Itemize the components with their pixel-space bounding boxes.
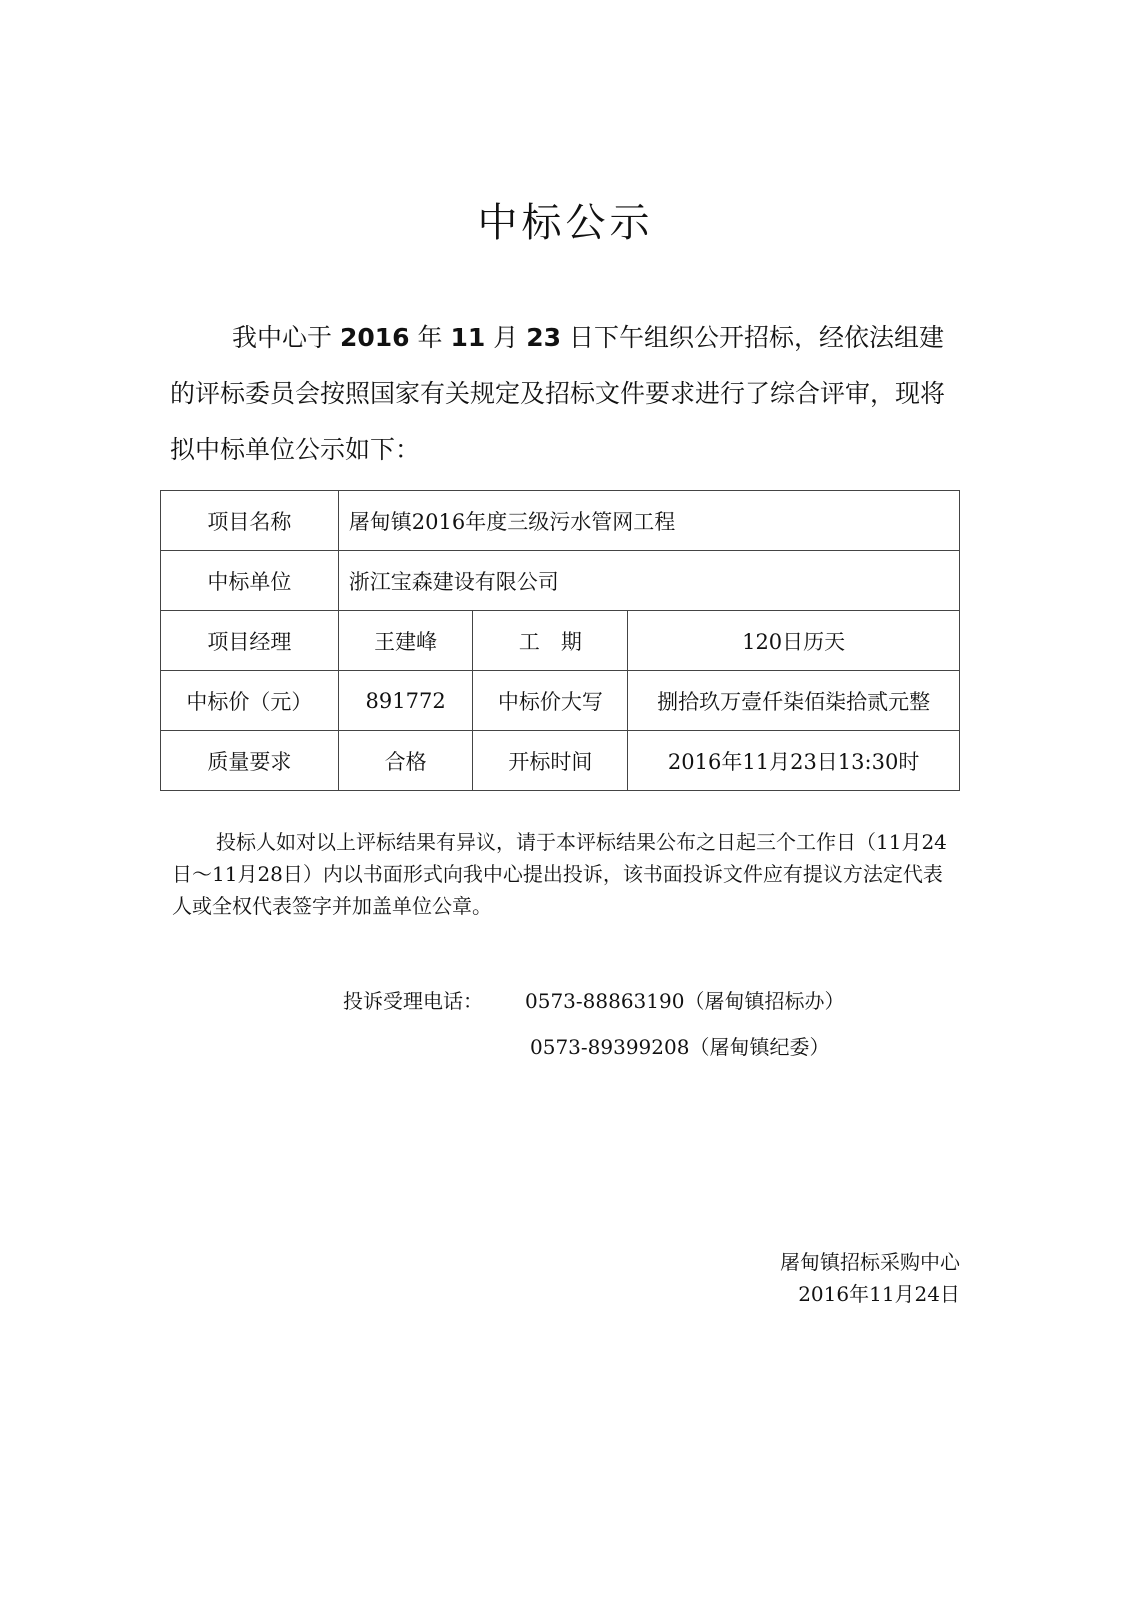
complaint-phone-2: 0573-89399208（屠甸镇纪委） xyxy=(530,1035,830,1059)
intro-text-1: 我中心于 xyxy=(232,323,333,352)
signature-organization: 屠甸镇招标采购中心 xyxy=(780,1250,960,1274)
page-title: 中标公示 xyxy=(477,200,654,246)
table-row xyxy=(161,491,960,551)
intro-year: 2016 xyxy=(339,323,410,352)
table-row xyxy=(161,671,960,731)
intro-text-4: 日下午组织公开招标，经依法组建的评标委员会按照国家有关规定及招标文件要求进行了综合评审，现将拟中标单位公示如下： xyxy=(170,323,946,464)
duration-value: 120日历天 xyxy=(628,611,960,671)
manager-label: 项目经理 xyxy=(161,611,339,671)
price-upper-label: 中标价大写 xyxy=(473,671,628,731)
intro-text-2: 年 xyxy=(417,323,443,352)
project-name-label: 项目名称 xyxy=(161,491,339,551)
table-row xyxy=(161,731,960,791)
price-upper-value: 捌拾玖万壹仟柒佰柒拾贰元整 xyxy=(628,671,960,731)
project-name-value: 屠甸镇2016年度三级污水管网工程 xyxy=(338,491,959,551)
intro-day: 23 xyxy=(526,323,561,352)
intro-text-3: 月 xyxy=(493,323,519,352)
intro-month: 11 xyxy=(450,323,486,352)
complaint-phone-1: 0573-88863190（屠甸镇招标办） xyxy=(525,989,845,1013)
price-label: 中标价（元） xyxy=(161,671,339,731)
open-time-value: 2016年11月23日13:30时 xyxy=(628,731,960,791)
manager-value: 王建峰 xyxy=(338,611,473,671)
winner-label: 中标单位 xyxy=(161,551,339,611)
result-table xyxy=(160,490,960,791)
table-row xyxy=(161,611,960,671)
signature-date: 2016年11月24日 xyxy=(798,1282,960,1306)
intro-paragraph xyxy=(170,310,960,478)
table-row xyxy=(161,551,960,611)
quality-label: 质量要求 xyxy=(161,731,339,791)
complaint-phone-label: 投诉受理电话： xyxy=(343,989,483,1013)
quality-value: 合格 xyxy=(338,731,473,791)
objection-text: 投标人如对以上评标结果有异议，请于本评标结果公布之日起三个工作日（11月24日～11月28日）内以书面形式向我中心提出投诉，该书面投诉文件应有提议方法定代表人或全权代表签字并加盖单位公章。 xyxy=(172,830,947,918)
open-time-label: 开标时间 xyxy=(473,731,628,791)
winner-value: 浙江宝森建设有限公司 xyxy=(338,551,959,611)
price-value: 891772 xyxy=(338,671,473,731)
duration-label: 工 期 xyxy=(473,611,628,671)
objection-paragraph xyxy=(172,826,962,922)
